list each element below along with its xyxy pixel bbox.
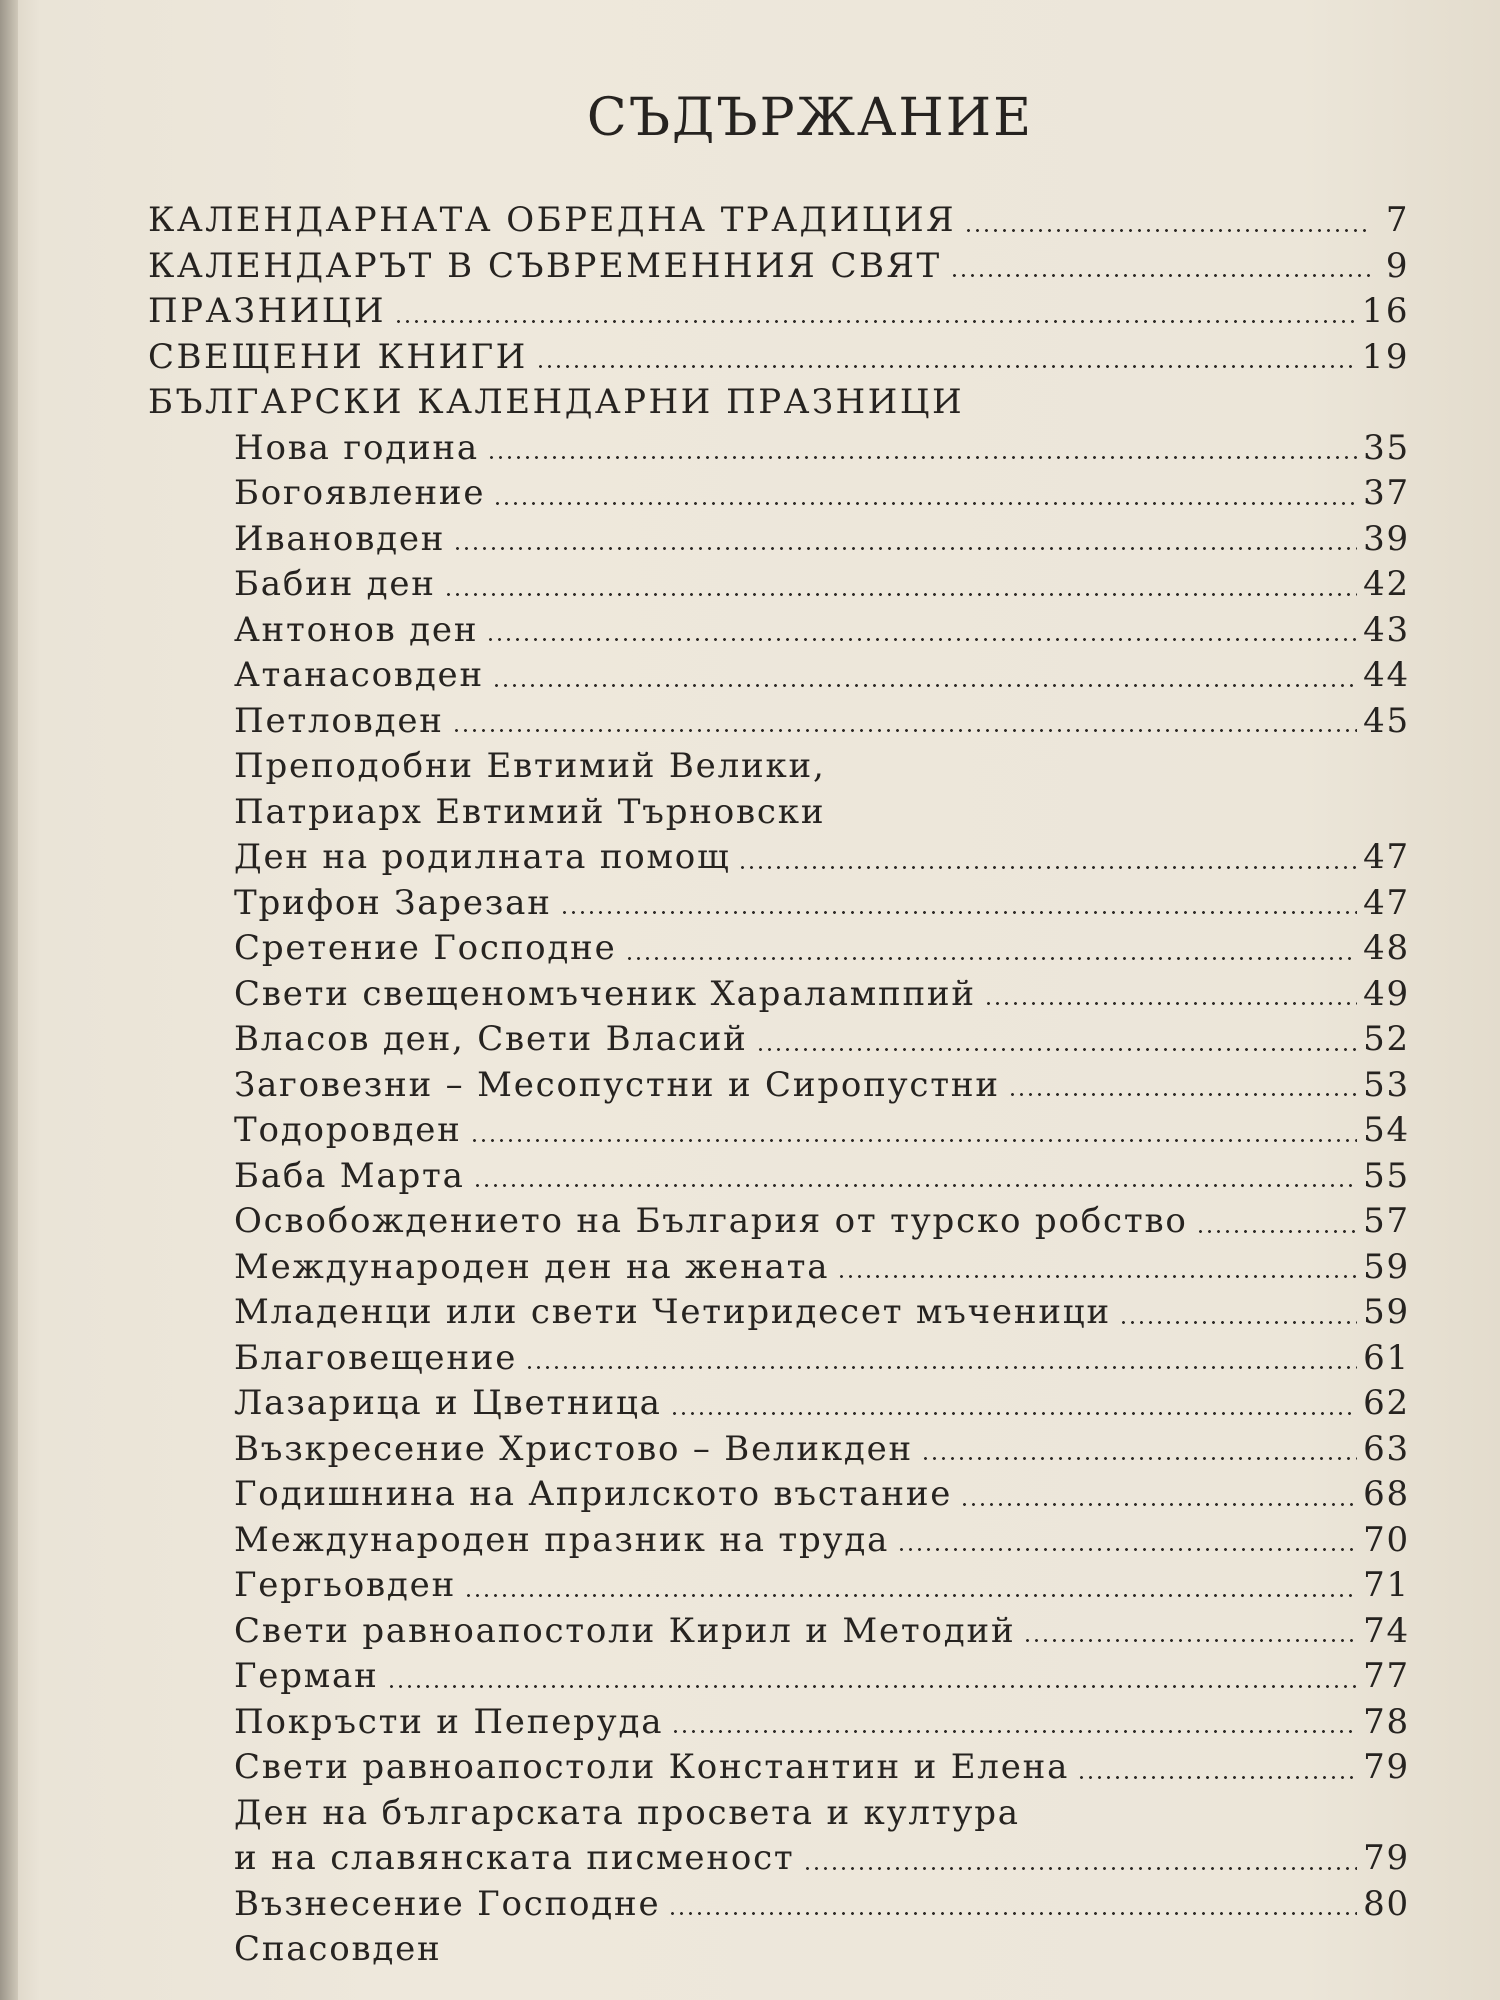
toc-entry-page-number: 19	[1361, 336, 1410, 377]
toc-entry-label: и на славянската писменост	[234, 1838, 795, 1878]
dot-leader	[387, 1685, 1358, 1688]
toc-entry-label: Бабин ден	[234, 564, 436, 604]
toc-entry-page-number: 16	[1361, 291, 1410, 331]
toc-entry-page-number: 9	[1385, 245, 1410, 286]
toc-entry	[148, 835, 1410, 881]
toc-entry	[148, 198, 1410, 244]
toc-entry-label: Свети равноапостоли Константин и Елена	[234, 1747, 1070, 1787]
dot-leader	[1008, 1093, 1357, 1096]
toc-entry-label: КАЛЕНДАРЪТ В СЪВРЕМЕННИЯ СВЯТ	[148, 245, 942, 286]
dot-leader	[671, 1730, 1357, 1733]
dot-leader	[560, 911, 1357, 914]
toc-entry-page-number: 53	[1363, 1064, 1410, 1105]
dot-leader	[493, 502, 1357, 505]
dot-leader	[1077, 1776, 1357, 1779]
toc-entry	[148, 1563, 1410, 1609]
toc-entry	[148, 517, 1410, 563]
toc-entry	[148, 1290, 1410, 1336]
toc-entry-label: Свети свещеномъченик Хараламппий	[234, 973, 976, 1014]
toc-entry-label: Годишнина на Априлското въстание	[234, 1474, 953, 1514]
toc-entry-page-number: 42	[1363, 564, 1410, 604]
toc-entry-page-number: 48	[1363, 928, 1410, 968]
toc-entry-page-number: 62	[1363, 1383, 1410, 1423]
toc-entry-label: Преподобни Евтимий Велики,	[234, 746, 826, 786]
toc-entry-page-number: 49	[1363, 973, 1410, 1014]
toc-entry-page-number: 7	[1385, 200, 1410, 240]
toc-entry-page-number: 54	[1363, 1110, 1410, 1150]
toc-entry-page-number: 47	[1363, 882, 1410, 923]
dot-leader	[960, 1503, 1357, 1506]
toc-entry-page-number: 43	[1363, 609, 1410, 650]
toc-entry	[148, 1245, 1410, 1291]
toc-entry-page-number: 39	[1363, 518, 1410, 559]
dot-leader	[1119, 1321, 1357, 1324]
dot-leader	[1023, 1639, 1357, 1642]
toc-entry	[148, 426, 1410, 472]
toc-entry-page-number: 44	[1363, 655, 1410, 695]
toc-entry-page-number: 57	[1363, 1201, 1410, 1241]
toc-entry-label: Възкресение Христово – Великден	[234, 1428, 914, 1469]
toc-entry-page-number: 52	[1363, 1019, 1410, 1059]
toc-entry	[148, 1381, 1410, 1427]
toc-entry-label: Сретение Господне	[234, 928, 617, 968]
toc-entry-page-number: 70	[1363, 1519, 1410, 1560]
toc-entry-label: Свети равноапостоли Кирил и Методий	[234, 1610, 1016, 1651]
toc-entry	[148, 790, 1410, 836]
toc-entry-page-number: 35	[1363, 427, 1410, 468]
dot-leader	[670, 1412, 1357, 1415]
toc-entry	[148, 1745, 1410, 1791]
dot-leader	[756, 1048, 1358, 1051]
toc-entry-page-number: 63	[1363, 1428, 1410, 1469]
dot-leader	[921, 1457, 1357, 1460]
toc-entry	[148, 1927, 1410, 1973]
toc-entry	[148, 1154, 1410, 1200]
dot-leader	[950, 274, 1370, 277]
toc-entry-page-number: 47	[1363, 837, 1410, 877]
dot-leader	[492, 684, 1357, 687]
dot-leader	[525, 1366, 1357, 1369]
dot-leader	[803, 1867, 1358, 1870]
toc-entry-label: КАЛЕНДАРНАТА ОБРЕДНА ТРАДИЦИЯ	[148, 200, 957, 240]
toc-entry-label: Петловден	[234, 700, 444, 741]
toc-entry	[148, 244, 1410, 290]
toc-entry	[148, 1882, 1410, 1928]
toc-entry-label: Покръсти и Пеперуда	[234, 1701, 664, 1742]
toc-entry-page-number: 78	[1363, 1701, 1410, 1742]
toc-entry	[148, 926, 1410, 972]
table-of-contents	[148, 198, 1410, 1973]
toc-entry	[148, 289, 1410, 335]
toc-entry-label: Възнесение Господне	[234, 1883, 661, 1924]
toc-entry-label: Герман	[234, 1656, 379, 1696]
toc-entry	[148, 1654, 1410, 1700]
dot-leader	[668, 1912, 1357, 1915]
toc-entry-page-number: 59	[1363, 1246, 1410, 1287]
dot-leader	[536, 365, 1356, 368]
toc-entry	[148, 881, 1410, 927]
toc-entry	[148, 653, 1410, 699]
toc-entry-label: Заговезни – Месопустни и Сиропустни	[234, 1064, 1000, 1105]
dot-leader	[444, 593, 1357, 596]
toc-entry	[148, 1108, 1410, 1154]
toc-entry-label: Трифон Зарезан	[234, 882, 552, 923]
toc-entry-page-number: 79	[1363, 1747, 1410, 1787]
toc-entry-label: Благовещение	[234, 1337, 518, 1378]
toc-entry-label: Младенци или свети Четиридесет мъченици	[234, 1292, 1111, 1332]
dot-leader	[470, 1139, 1357, 1142]
toc-entry	[148, 1063, 1410, 1109]
toc-entry	[148, 1609, 1410, 1655]
toc-entry	[148, 1017, 1410, 1063]
toc-entry-label: Освобождението на България от турско робство	[234, 1201, 1188, 1241]
toc-entry	[148, 744, 1410, 790]
toc-entry-label: Ден на българската просвета и култура	[234, 1792, 1020, 1833]
dot-leader	[625, 957, 1358, 960]
toc-entry	[148, 335, 1410, 381]
toc-entry-label: Тодоровден	[234, 1110, 462, 1150]
dot-leader	[394, 320, 1356, 323]
toc-entry-label: Антонов ден	[234, 609, 479, 650]
toc-entry-label: СВЕЩЕНИ КНИГИ	[148, 336, 528, 377]
toc-entry-label: Баба Марта	[234, 1155, 465, 1196]
toc-entry	[148, 380, 1410, 426]
toc-entry-page-number: 61	[1363, 1337, 1410, 1378]
toc-entry	[148, 1700, 1410, 1746]
toc-entry-page-number: 71	[1363, 1565, 1410, 1605]
toc-entry-label: Нова година	[234, 427, 479, 468]
page-title: СЪДЪРЖАНИЕ	[586, 88, 1034, 148]
toc-entry-page-number: 55	[1363, 1155, 1410, 1196]
toc-entry-label: Международен празник на труда	[234, 1519, 890, 1560]
dot-leader	[473, 1184, 1357, 1187]
toc-entry-label: Патриарх Евтимий Търновски	[234, 791, 826, 832]
toc-entry-label: Власов ден, Свети Власий	[234, 1019, 748, 1059]
toc-entry-page-number: 77	[1363, 1656, 1410, 1696]
toc-entry	[148, 1836, 1410, 1882]
toc-entry-page-number: 80	[1363, 1883, 1410, 1924]
toc-entry-page-number: 79	[1363, 1838, 1410, 1878]
book-spine-shadow	[0, 0, 18, 2000]
toc-entry	[148, 471, 1410, 517]
toc-entry	[148, 1336, 1410, 1382]
dot-leader	[837, 1275, 1357, 1278]
dot-leader	[464, 1594, 1357, 1597]
toc-entry-page-number: 68	[1363, 1474, 1410, 1514]
toc-entry-label: Спасовден	[234, 1929, 442, 1969]
toc-entry	[148, 1472, 1410, 1518]
dot-leader	[452, 729, 1357, 732]
dot-leader	[453, 547, 1357, 550]
toc-entry-page-number: 37	[1363, 473, 1410, 513]
toc-entry-page-number: 45	[1363, 700, 1410, 741]
toc-entry-page-number: 59	[1363, 1292, 1410, 1332]
toc-entry-label: Международен ден на жената	[234, 1246, 830, 1287]
toc-entry-label: Лазарица и Цветница	[234, 1383, 662, 1423]
toc-entry	[148, 608, 1410, 654]
toc-entry-label: Ивановден	[234, 518, 446, 559]
dot-leader	[984, 1002, 1357, 1005]
toc-entry	[148, 1791, 1410, 1837]
toc-entry-label: БЪЛГАРСКИ КАЛЕНДАРНИ ПРАЗНИЦИ	[148, 382, 965, 422]
toc-entry-label: Гергьовден	[234, 1565, 457, 1605]
toc-entry	[148, 1427, 1410, 1473]
toc-entry-label: Богоявление	[234, 473, 486, 513]
dot-leader	[1196, 1230, 1357, 1233]
toc-entry	[148, 1518, 1410, 1564]
toc-entry	[148, 562, 1410, 608]
dot-leader	[964, 229, 1370, 232]
toc-entry-label: ПРАЗНИЦИ	[148, 291, 387, 331]
dot-leader	[738, 866, 1357, 869]
toc-entry	[148, 972, 1410, 1018]
dot-leader	[897, 1548, 1357, 1551]
toc-entry	[148, 699, 1410, 745]
toc-entry-label: Атанасовден	[234, 655, 484, 695]
toc-entry-page-number: 74	[1363, 1610, 1410, 1651]
toc-entry	[148, 1199, 1410, 1245]
toc-entry-label: Ден на родилната помощ	[234, 837, 731, 877]
dot-leader	[487, 456, 1357, 459]
dot-leader	[486, 638, 1357, 641]
